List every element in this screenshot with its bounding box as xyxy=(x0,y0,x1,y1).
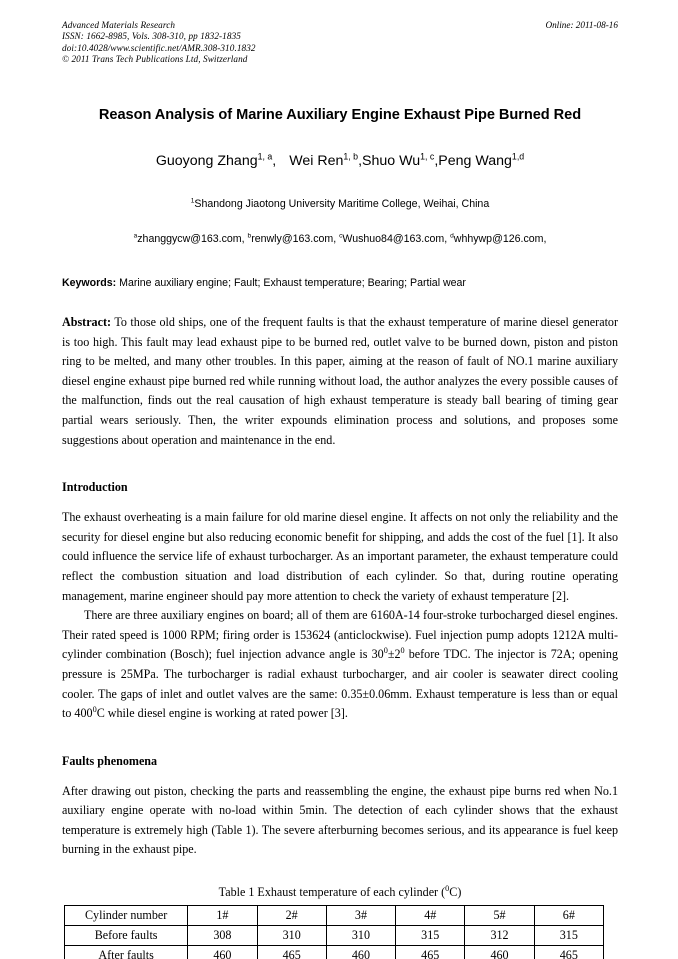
keywords-line xyxy=(62,276,618,290)
author-entry xyxy=(289,153,362,169)
keywords-label: Keywords: xyxy=(62,277,117,289)
degree-superscript: 0 xyxy=(92,705,97,715)
caption-degree-superscript: 0 xyxy=(445,884,450,894)
para-fragment: ±2 xyxy=(387,647,401,662)
masthead-journal-info xyxy=(62,20,618,66)
degree-superscript: 0 xyxy=(400,646,405,656)
degree-superscript: 0 xyxy=(383,646,388,656)
table-cell: 460 xyxy=(326,946,395,959)
table-cell: 6# xyxy=(534,906,603,926)
table-cell: 460 xyxy=(465,946,534,959)
page-content xyxy=(62,0,618,959)
author-entry xyxy=(438,153,524,169)
section-heading-faults-phenomena: Faults phenomena xyxy=(62,753,158,768)
table-cell: 465 xyxy=(534,946,603,959)
abstract-block xyxy=(62,313,618,450)
author-affiliation-marker: 1, c xyxy=(420,151,435,162)
table-cell: 2# xyxy=(257,906,326,926)
table-row xyxy=(65,926,604,946)
author-separator: , xyxy=(434,153,439,169)
author-affiliation-marker: 1, b xyxy=(343,151,359,162)
table-cell: 465 xyxy=(396,946,465,959)
table-cell: 308 xyxy=(188,926,257,946)
affiliation-text: Shandong Jiaotong University Maritime College, Weihai, China xyxy=(194,198,490,210)
abstract-text: To those old ships, one of the frequent faults is that the exhaust temperature of marine diesel generator is too high. This fault may lead exhaust pipe to be burned red, outlet valve to be burned down, piston and piston ring to be melted, and many other troubles. In this paper, aiming at the reason of fault of NO.1 marine auxiliary diesel engine exhaust pipe burned red while running without load, the author analyzes the every possible causes of the malfunction, finds out the real causation of high exhaust temperature is steady ball bearing of timing gear partial wears seriously. Then, the writer expounds elimination process and solutions, and proposes some suggestions about operation and maintenance in the end. xyxy=(62,315,619,447)
table-cell: 310 xyxy=(326,926,395,946)
table-cell: 312 xyxy=(465,926,534,946)
author-emails xyxy=(62,232,618,246)
table-cell: 4# xyxy=(396,906,465,926)
issn-line: ISSN: 1662-8985, Vols. 308-310, pp 1832-1835 xyxy=(62,31,241,42)
email-marker: b xyxy=(247,232,252,240)
table-row-header: Cylinder number xyxy=(65,906,188,926)
email-address[interactable]: renwly@163.com, xyxy=(251,233,337,245)
table-cell: 5# xyxy=(465,906,534,926)
table-row xyxy=(65,906,604,926)
email-address[interactable]: zhanggycw@163.com, xyxy=(137,233,245,245)
para-fragment: C while diesel engine is working at rated power [3]. xyxy=(96,706,348,721)
table-cell: 1# xyxy=(188,906,257,926)
doi-line: doi:10.4028/www.scientific.net/AMR.308-310.1832 xyxy=(62,42,256,53)
author-name: Shuo Wu xyxy=(362,153,421,169)
author-name: Peng Wang xyxy=(438,153,512,169)
copyright-line: © 2011 Trans Tech Publications Ltd, Switzerland xyxy=(62,54,248,65)
table-cell: 460 xyxy=(188,946,257,959)
table-cell: 315 xyxy=(534,926,603,946)
author-name: Guoyong Zhang xyxy=(155,153,258,169)
introduction-paragraph-1: The exhaust overheating is a main failure for old marine diesel engine. It affects on not only the reliability and the security for diesel engine but also reducing economic benefit for shipping, and adds the cost of the fuel [1]. It also could influence the service life of exhaust turbocharger. As an important parameter, the exhaust temperature could reflect the combustion situation and load distribution of each cylinder. So that, during routine operating management, marine engineer should pay more attention to check the variety of exhaust temperature [2]. xyxy=(62,510,618,603)
author-affiliation-marker: 1, a xyxy=(257,151,273,162)
section-heading-introduction: Introduction xyxy=(62,480,128,495)
table-cell: 3# xyxy=(326,906,395,926)
email-marker: d xyxy=(450,232,454,240)
table-cell: 310 xyxy=(257,926,326,946)
author-affiliation-marker: 1,d xyxy=(511,151,525,162)
para-fragment: before TDC. The injector is 72A; opening pressure is 25MPa. The turbocharger is radial exhaust turbocharger, and air cooler is seawater direct cooling cooler. The gaps of inlet and outlet valves are the same: 0.35±0.06mm. Exhaust temperature is less than or equal to 400 xyxy=(62,647,618,721)
exhaust-temperature-table xyxy=(64,905,604,959)
email-marker: a xyxy=(133,232,138,240)
email-marker: c xyxy=(339,232,343,240)
email-address[interactable]: Wushuo84@163.com, xyxy=(342,233,448,245)
email-address[interactable]: whhywp@126.com, xyxy=(453,233,547,245)
affiliation xyxy=(62,197,618,211)
author-separator: , xyxy=(272,153,277,169)
caption-suffix: C) xyxy=(449,885,462,900)
para-fragment: There are three auxiliary engines on board; all of them are 6160A-14 four-stroke turbocharged diesel engines. Their rated speed is 1000 RPM; firing order is 153624 (anticlockwise). Fuel injection pump adopts 1212A multi-cylinder combination (Bosch); fuel injection advance angle is 30 xyxy=(62,608,618,662)
abstract-label: Abstract: xyxy=(62,315,112,329)
table-row xyxy=(65,946,604,959)
table-cell: 465 xyxy=(257,946,326,959)
author-name: Wei Ren xyxy=(289,153,344,169)
introduction-paragraph-2 xyxy=(62,606,618,724)
faults-phenomena-paragraph-1: After drawing out piston, checking the parts and reassembling the engine, the exhaust pipe burns red when No.1 auxiliary engine operate with no-load within 5min. The detection of each cylinder shows that the exhaust temperature is extremely high (Table 1). The severe afterburning becomes serious, and its appearance is fuel keep burning in the exhaust pipe. xyxy=(62,783,618,857)
masthead xyxy=(62,0,618,84)
journal-name: Advanced Materials Research xyxy=(62,20,176,30)
online-date: Online: 2011-08-16 xyxy=(545,20,618,30)
author-entry xyxy=(362,153,438,169)
table-cell: 315 xyxy=(396,926,465,946)
page-title: Reason Analysis of Marine Auxiliary Engine Exhaust Pipe Burned Red xyxy=(98,107,582,123)
keywords-text: Marine auxiliary engine; Fault; Exhaust temperature; Bearing; Partial wear xyxy=(119,277,466,289)
table-row-header: Before faults xyxy=(65,926,188,946)
author-list xyxy=(62,152,618,171)
affiliation-marker: 1 xyxy=(190,197,195,205)
table-row-header: After faults xyxy=(65,946,188,959)
author-separator: , xyxy=(358,153,363,169)
author-entry xyxy=(156,153,276,169)
caption-prefix: Table 1 Exhaust temperature of each cylinder ( xyxy=(218,885,446,900)
table-caption xyxy=(62,884,618,900)
